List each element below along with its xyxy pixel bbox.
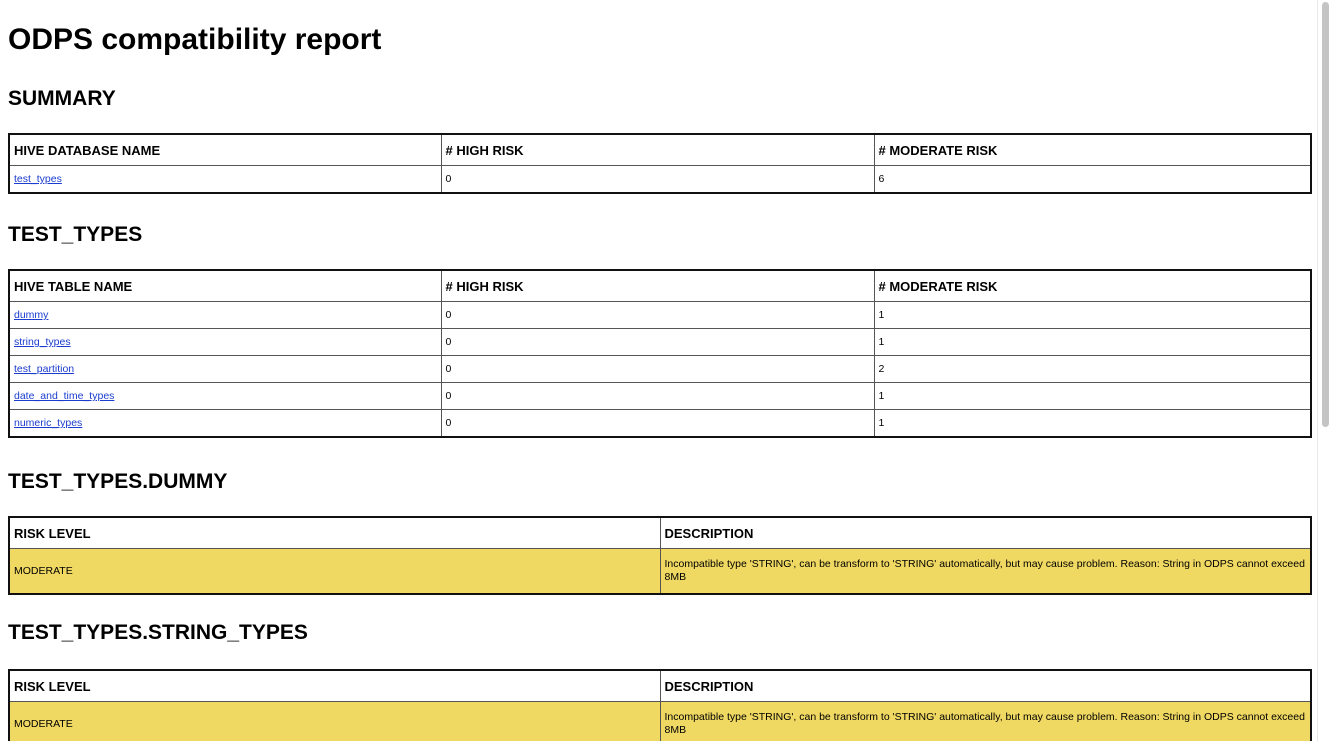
description-cell: Incompatible type 'STRING', can be transform to 'STRING' automatically, but may cause problem. Reason: String in ODPS cannot exceed 8MB: [660, 702, 1311, 741]
column-header: # MODERATE RISK: [874, 270, 1311, 302]
table-row: [9, 356, 1311, 383]
description-cell: Incompatible type 'STRING', can be transform to 'STRING' automatically, but may cause problem. Reason: String in ODPS cannot exceed 8MB: [660, 549, 1311, 595]
dummy-risk-table: [8, 516, 1312, 595]
scrollbar-thumb[interactable]: [1322, 2, 1329, 427]
column-header: # MODERATE RISK: [874, 134, 1311, 166]
table-link-date-and-time-types[interactable]: date_and_time_types: [14, 390, 115, 402]
high-risk-cell: 0: [441, 166, 874, 194]
column-header: DESCRIPTION: [660, 517, 1311, 549]
table-row: [9, 329, 1311, 356]
test-types-heading: TEST_TYPES: [8, 223, 143, 246]
table-row: [9, 383, 1311, 410]
table-row: [9, 702, 1311, 741]
database-name-cell: [9, 166, 441, 194]
risk-level-cell: MODERATE: [9, 702, 660, 741]
table-link-numeric-types[interactable]: numeric_types: [14, 417, 83, 429]
database-link-test-types[interactable]: test_types: [14, 173, 62, 185]
table-row: [9, 166, 1311, 194]
risk-level-cell: MODERATE: [9, 549, 660, 595]
high-risk-cell: 0: [441, 383, 874, 410]
column-header: HIVE DATABASE NAME: [9, 134, 441, 166]
table-link-dummy[interactable]: dummy: [14, 309, 49, 321]
high-risk-cell: 0: [441, 302, 874, 329]
high-risk-cell: 0: [441, 410, 874, 438]
page-title: ODPS compatibility report: [8, 23, 382, 56]
column-header: # HIGH RISK: [441, 134, 874, 166]
column-header: HIVE TABLE NAME: [9, 270, 441, 302]
table-link-test-partition[interactable]: test_partition: [14, 363, 75, 375]
table-header-row: [9, 134, 1311, 166]
moderate-risk-cell: 2: [874, 356, 1311, 383]
table-name-cell: [9, 329, 441, 356]
test-types-table: [8, 269, 1312, 438]
table-row: [9, 302, 1311, 329]
table-name-cell: [9, 410, 441, 438]
table-name-cell: [9, 383, 441, 410]
column-header: # HIGH RISK: [441, 270, 874, 302]
moderate-risk-cell: 1: [874, 383, 1311, 410]
table-name-cell: [9, 302, 441, 329]
string-types-risk-table: [8, 669, 1312, 741]
table-link-string-types[interactable]: string_types: [14, 336, 71, 348]
column-header: DESCRIPTION: [660, 670, 1311, 702]
column-header: RISK LEVEL: [9, 517, 660, 549]
dummy-section-heading: TEST_TYPES.DUMMY: [8, 470, 228, 493]
summary-heading: SUMMARY: [8, 87, 116, 110]
high-risk-cell: 0: [441, 356, 874, 383]
high-risk-cell: 0: [441, 329, 874, 356]
string-types-section-heading: TEST_TYPES.STRING_TYPES: [8, 621, 308, 644]
moderate-risk-cell: 1: [874, 302, 1311, 329]
column-header: RISK LEVEL: [9, 670, 660, 702]
table-row: [9, 549, 1311, 595]
table-row: [9, 410, 1311, 438]
table-name-cell: [9, 356, 441, 383]
summary-table: [8, 133, 1312, 194]
table-header-row: [9, 270, 1311, 302]
table-header-row: [9, 670, 1311, 702]
moderate-risk-cell: 1: [874, 410, 1311, 438]
moderate-risk-cell: 6: [874, 166, 1311, 194]
moderate-risk-cell: 1: [874, 329, 1311, 356]
table-header-row: [9, 517, 1311, 549]
vertical-scrollbar[interactable]: [1317, 0, 1333, 741]
